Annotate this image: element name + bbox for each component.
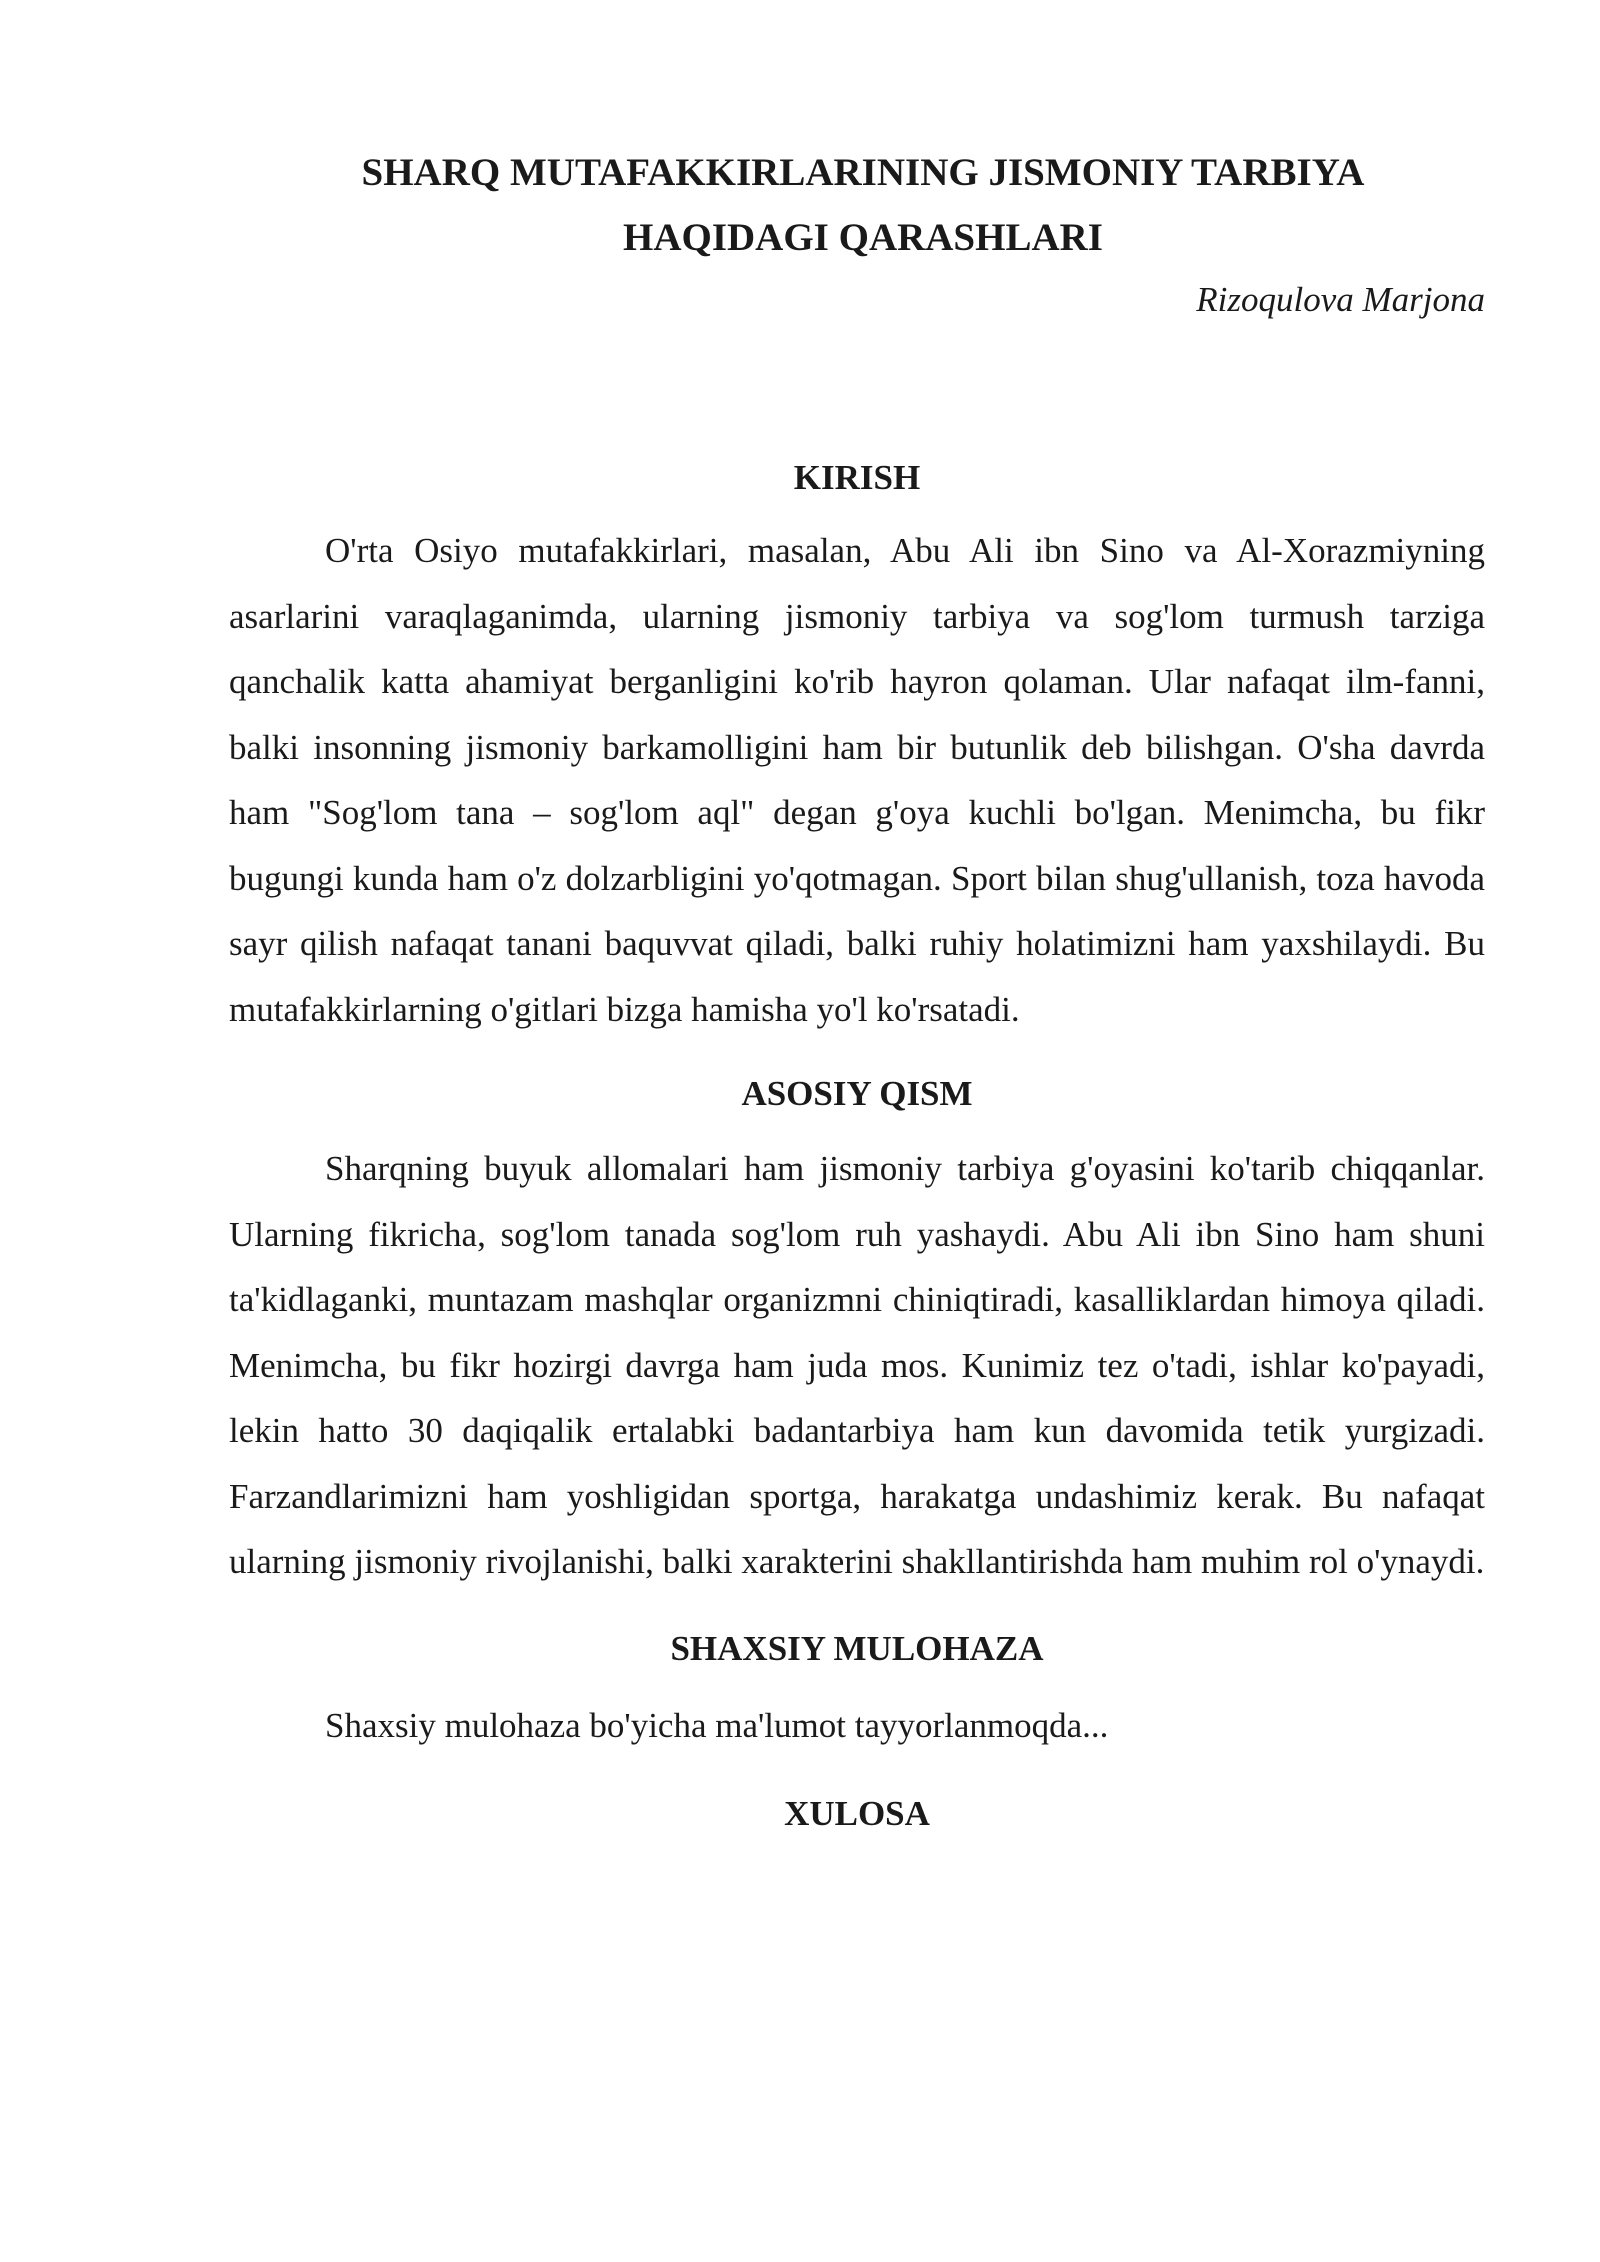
section-heading-xulosa: XULOSA [784,1794,930,1833]
section-text-shaxsiy-mulohaza: Shaxsiy mulohaza bo'yicha ma'lumot tayyorlanmoqda... [325,1705,1109,1745]
document-page [229,140,1485,1842]
author-name: Rizoqulova Marjona [1196,280,1485,319]
document-title [229,140,1485,270]
title-line-1: SHARQ MUTAFAKKIRLARINING JISMONIY TARBIYA [361,151,1365,194]
title-line-2: HAQIDAGI QARASHLARI [623,216,1103,259]
section-heading-kirish: KIRISH [793,458,921,497]
section-text-kirish: O'rta Osiyo mutafakkirlari, masalan, Abu Ali ibn Sino va Al-Xorazmiyning asarlarini varaqlaganimda, ularning jismoniy tarbiya va sog'lom turmush tarziga qanchalik katta ahamiyat berganligini ko'rib hayron qolaman. Ular nafaqat ilm-fanni, balki insonning jismoniy barkamolligini ham bir butunlik deb bilishgan. O'sha davrda ham "Sog'lom tana – sog'lom aql" degan g'oya kuchli bo'lgan. Menimcha, bu fikr bugungi kunda ham o'z dolzarbligini yo'qotmagan. Sport bilan shug'ullanish, toza havoda sayr qilish nafaqat tanani baquvvat qiladi, balki ruhiy holatimizni ham yaxshilaydi. Bu mutafakkirlarning o'gitlari bizga hamisha yo'l ko'rsatadi. [229,531,1485,1029]
section-text-asosiy-qism: Sharqning buyuk allomalari ham jismoniy tarbiya g'oyasini ko'tarib chiqqanlar. Ularning fikricha, sog'lom tanada sog'lom ruh yashaydi. Abu Ali ibn Sino ham shuni ta'kidlaganki, muntazam mashqlar organizmni chiniqtiradi, kasalliklardan himoya qiladi. Menimcha, bu fikr hozirgi davrga ham juda mos. Kunimiz tez o'tadi, ishlar ko'payadi, lekin hatto 30 daqiqalik ertalabki badantarbiya ham kun davomida tetik yurgizadi. Farzandlarimizni ham yoshligidan sportga, harakatga undashimiz kerak. Bu nafaqat ularning jismoniy rivojlanishi, balki xarakterini shakllantirishda ham muhim rol o'ynaydi. [229,1149,1485,1581]
section-heading-asosiy-qism: ASOSIY QISM [741,1074,973,1113]
section-heading-shaxsiy-mulohaza: SHAXSIY MULOHAZA [670,1628,1044,1668]
